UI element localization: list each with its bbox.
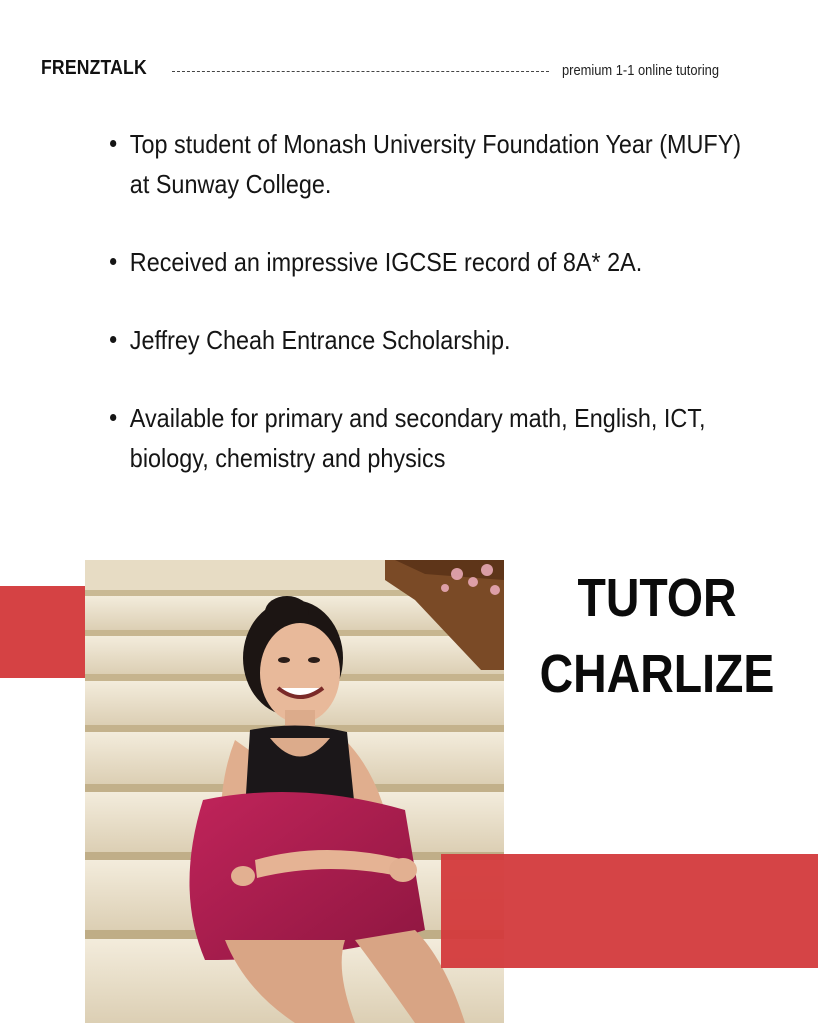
highlight-item bbox=[110, 242, 760, 282]
brand-logo: FRENZTALK bbox=[41, 57, 147, 79]
highlight-item bbox=[110, 320, 760, 360]
bullet-icon bbox=[110, 414, 116, 421]
bullet-icon bbox=[110, 140, 116, 147]
highlight-item bbox=[110, 398, 760, 478]
bullet-icon bbox=[110, 336, 116, 343]
header-divider bbox=[172, 71, 549, 72]
highlight-text: Received an impressive IGCSE record of 8A* 2A. bbox=[129, 247, 643, 277]
tagline: premium 1-1 online tutoring bbox=[562, 62, 720, 79]
tutor-title-line2: CHARLIZE bbox=[539, 644, 775, 704]
tutor-title-line1: TUTOR bbox=[577, 568, 737, 628]
highlight-text: Available for primary and secondary math, English, ICT, biology, chemistry and physics bbox=[129, 403, 706, 473]
highlight-text: Top student of Monash University Foundation Year (MUFY) at Sunway College. bbox=[129, 129, 742, 199]
highlight-text: Jeffrey Cheah Entrance Scholarship. bbox=[129, 325, 511, 355]
highlight-item bbox=[110, 124, 760, 204]
tutor-name-heading bbox=[510, 560, 804, 712]
bullet-icon bbox=[110, 258, 116, 265]
highlights-list bbox=[110, 124, 770, 516]
red-accent-block-right bbox=[441, 854, 818, 968]
